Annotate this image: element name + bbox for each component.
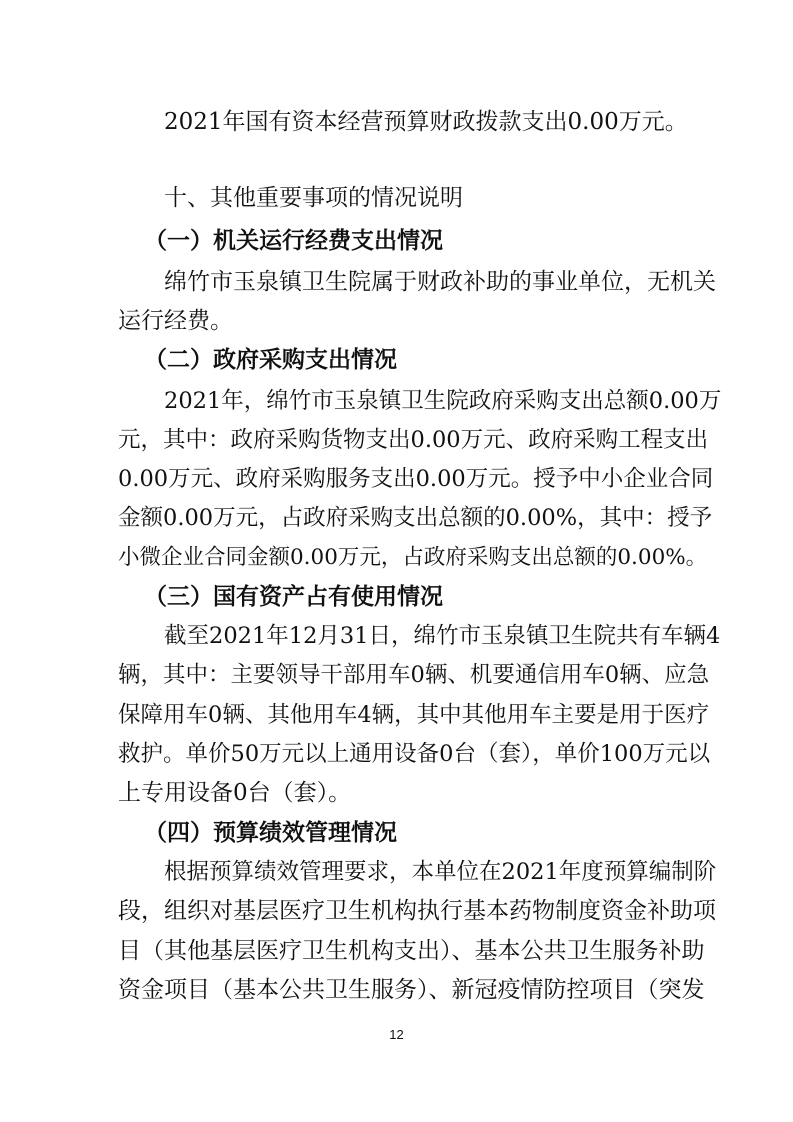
text-line: 0.00万元、政府采购服务支出0.00万元。授予中小企业合同: [118, 466, 714, 492]
text-line: 2021年国有资本经营预算财政拨款支出0.00万元。: [164, 109, 688, 135]
subsection-heading: （二）政府采购支出情况: [144, 347, 397, 373]
section-heading: 十、其他重要事项的情况说明: [164, 185, 463, 211]
text-line: 辆，其中：主要领导干部用车0辆、机要通信用车0辆、应急: [118, 662, 710, 688]
subsection-heading: （一）机关运行经费支出情况: [144, 228, 443, 254]
text-line: 段，组织对基层医疗卫生机构执行基本药物制度资金补助项: [118, 898, 716, 924]
page-number: 12: [389, 1027, 404, 1042]
text-line: 截至2021年12月31日，绵竹市玉泉镇卫生院共有车辆4: [164, 623, 721, 649]
text-line: 元，其中：政府采购货物支出0.00万元、政府采购工程支出: [118, 427, 709, 453]
text-line: 运行经费。: [118, 308, 233, 334]
text-line: 绵竹市玉泉镇卫生院属于财政补助的事业单位，无机关: [164, 269, 716, 295]
text-line: 根据预算绩效管理要求，本单位在2021年度预算编制阶: [164, 859, 717, 885]
text-line: 2021年，绵竹市玉泉镇卫生院政府采购支出总额0.00万: [164, 388, 722, 414]
text-line: 救护。单价50万元以上通用设备0台（套），单价100万元以: [118, 741, 711, 767]
text-line: 资金项目（基本公共卫生服务）、新冠疫情防控项目（突发: [118, 977, 705, 1003]
subsection-heading: （四）预算绩效管理情况: [144, 820, 397, 846]
text-line: 小微企业合同金额0.00万元，占政府采购支出总额的0.00%。: [118, 545, 708, 570]
text-line: 上专用设备0台（套）。: [118, 780, 352, 806]
text-line: 保障用车0辆、其他用车4辆，其中其他用车主要是用于医疗: [118, 702, 710, 728]
subsection-heading: （三）国有资产占有使用情况: [144, 584, 443, 610]
text-line: 目（其他基层医疗卫生机构支出）、基本公共卫生服务补助: [118, 938, 705, 964]
text-line: 金额0.00万元，占政府采购支出总额的0.00%，其中：授予: [118, 505, 713, 531]
